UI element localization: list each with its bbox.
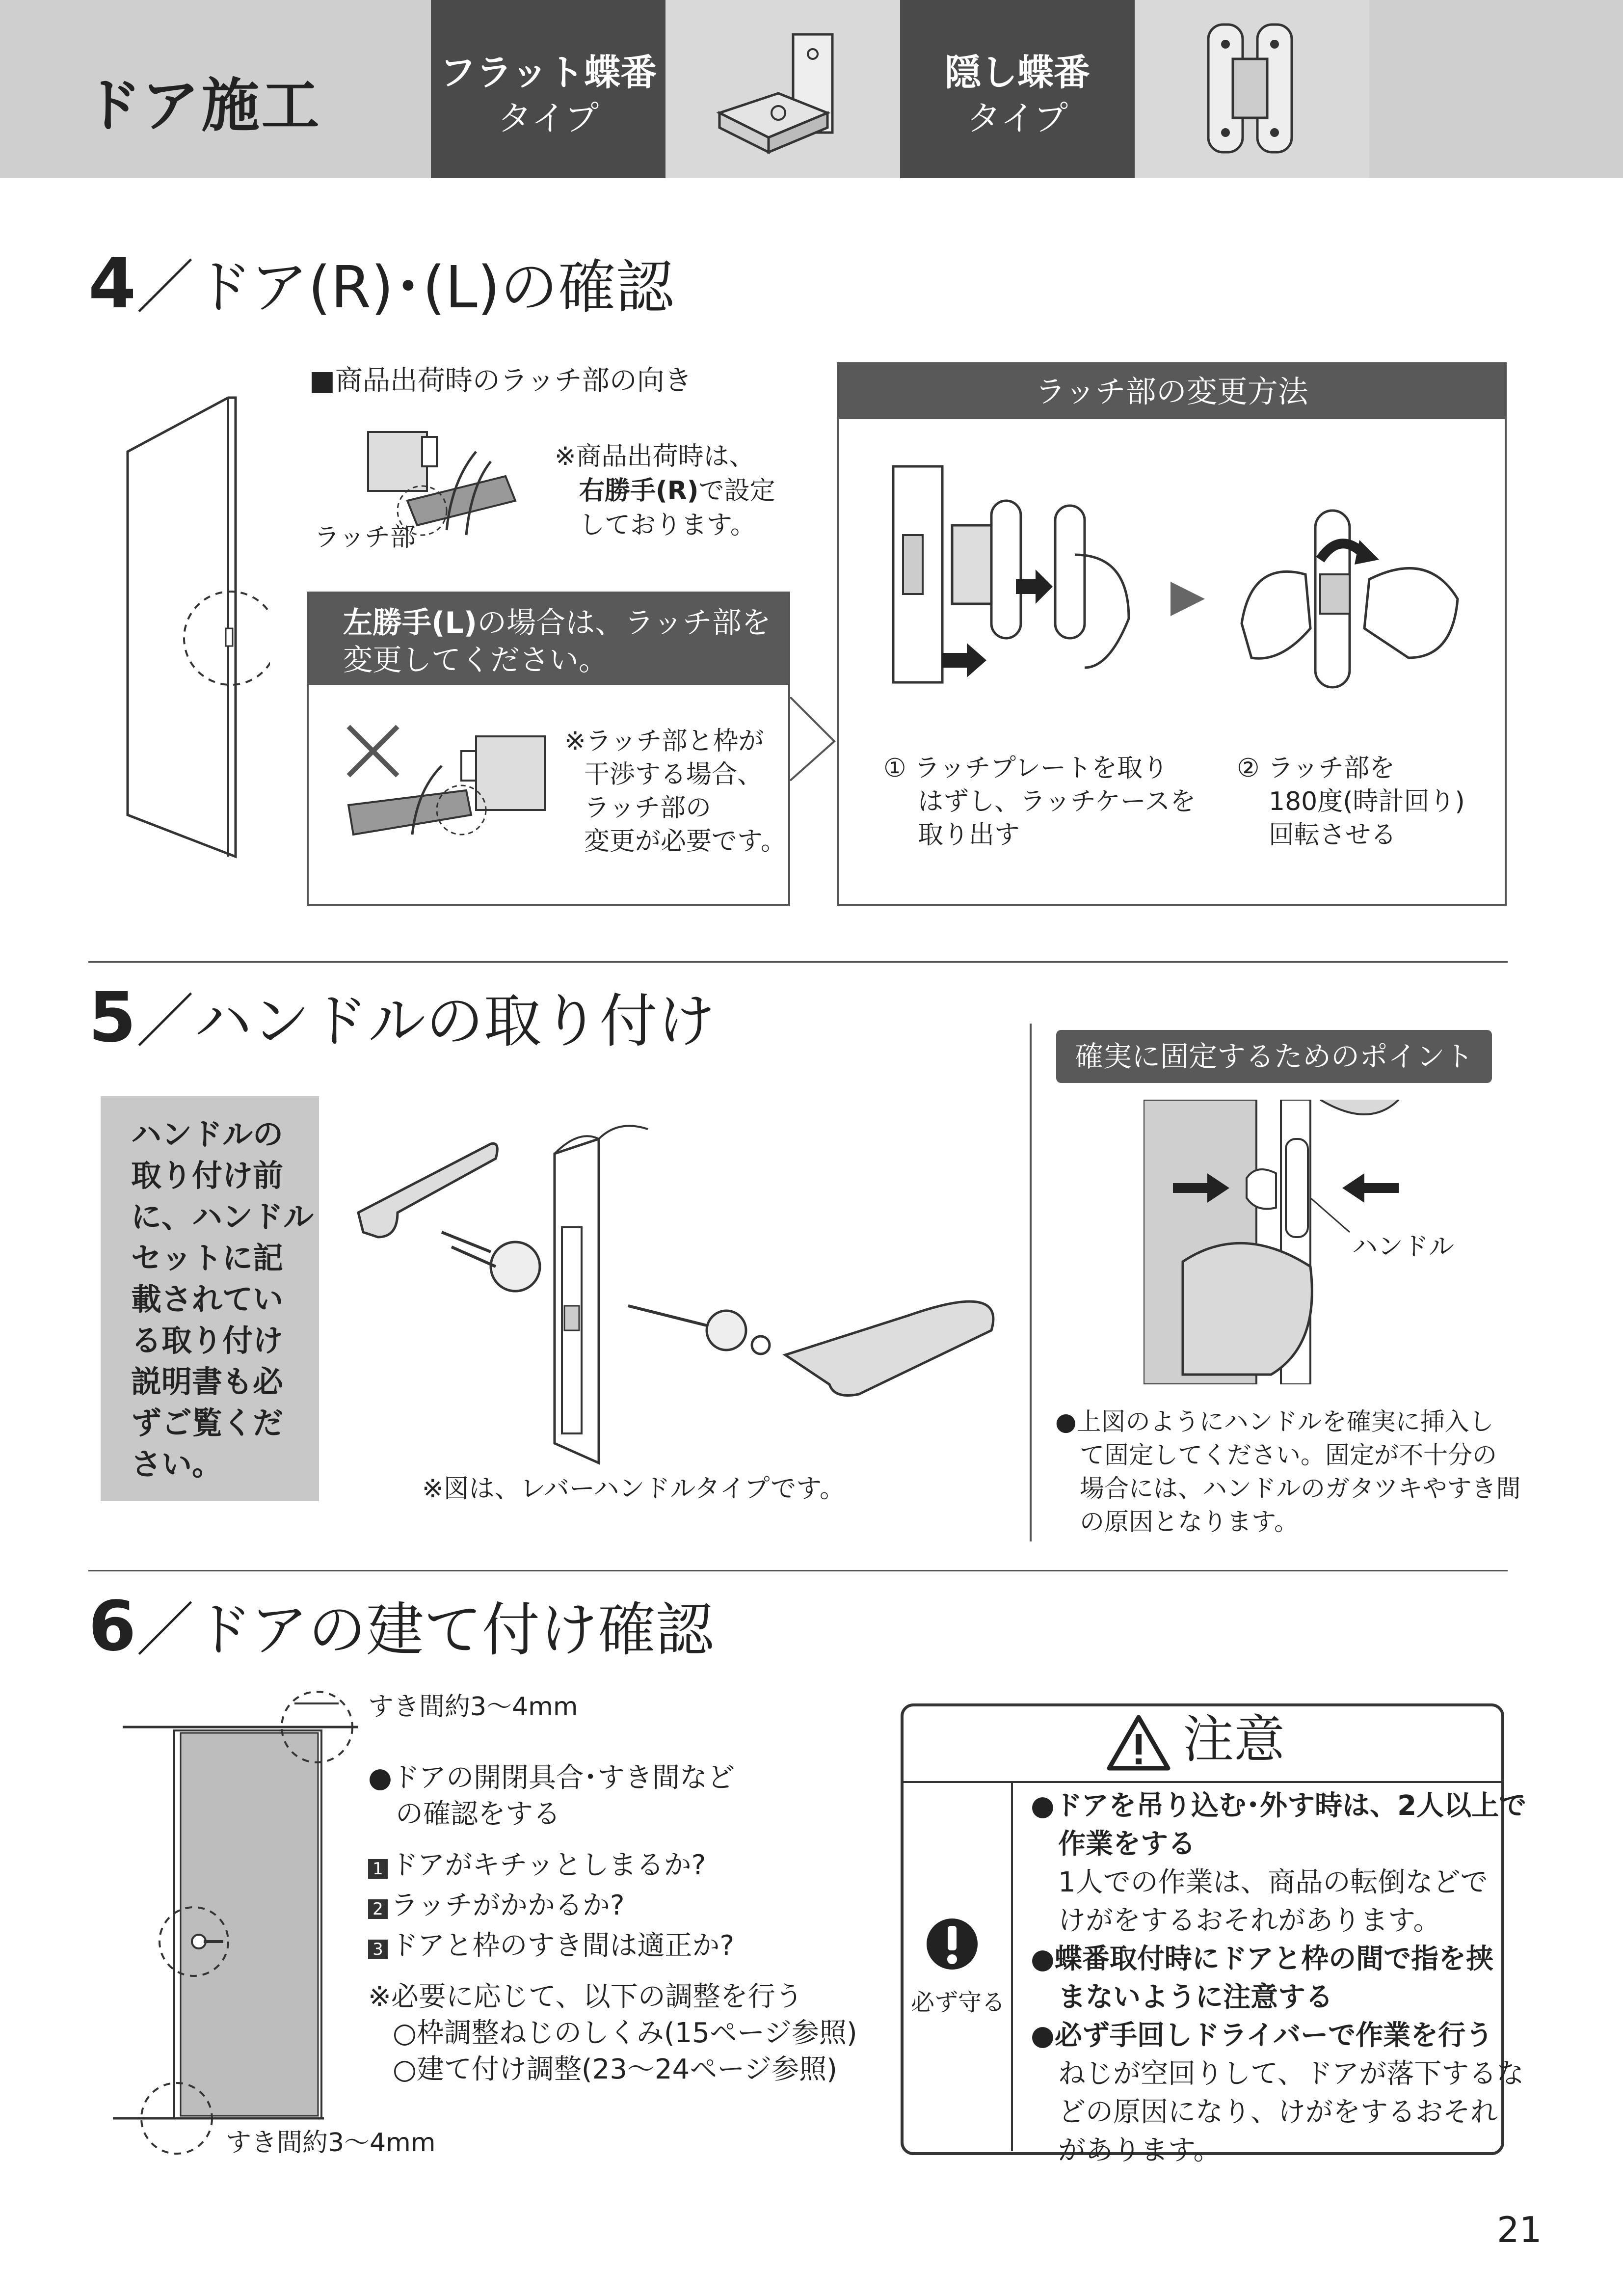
section5-title-text: ／ハンドルの取り付け [136,987,716,1055]
gap-bottom-label: すき間約3～4mm [226,2128,436,2158]
caution-column-divider [1011,1783,1013,2151]
handle-manual-note-line: セットに記 [131,1240,284,1276]
lever-handle-assembly-illustration [344,1119,1011,1483]
handle-manual-note-line: る取り付け [131,1323,284,1358]
step2-line3: 回転させる [1269,820,1397,850]
gap-top-label: すき間約3～4mm [368,1692,578,1722]
step1-line1: ① ラッチプレートを取り [883,754,1169,783]
caution-item1-line3: 1人での作業は、商品の転倒などで [1058,1866,1488,1898]
handle-manual-note-line: に、ハンドル [131,1199,314,1235]
section5-number: 5 [88,978,136,1058]
must-follow-label: 必ず守る [910,1989,1005,2016]
latch-removal-illustration [854,457,1148,702]
fixing-point-line4: の原因となります。 [1080,1508,1299,1536]
left-hand-notice-header [309,594,788,685]
check-item-1-text: ドアがキチッとしまるか? [391,1849,706,1881]
handle-manual-note-box [101,1096,319,1501]
adjust-note-line1: ※必要に応じて、以下の調整を行う [368,1981,803,2013]
handle-manual-note-line: さい。 [131,1446,223,1482]
step1-line3: 取り出す [918,820,1020,850]
section5-title [88,974,715,1058]
shipping-note-line1: ※商品出荷時は、 [555,442,755,471]
warning-triangle-icon [1107,1713,1171,1772]
concealed-hinge-illustration [1135,0,1369,178]
fit-check-line1: ●ドアの開閉具合･すき間など [368,1762,735,1794]
section4-number: 4 [88,244,136,324]
handle-manual-note-line: 説明書も必 [131,1364,284,1400]
left-hand-rest: の場合は、ラッチ部を [477,606,771,640]
handle-manual-note-line: ハンドルの [131,1116,284,1152]
vertical-divider [1030,1024,1032,1541]
section6-title [88,1583,714,1667]
latch-change-title: ラッチ部の変更方法 [839,364,1505,419]
section6-title-text: ／ドアの建て付け確認 [136,1596,714,1664]
tab-concealed-hinge-label1: 隠し蝶番 [945,52,1090,94]
shipping-note-line3: しております。 [579,511,756,540]
check-item-3 [368,1928,857,1964]
caution-item1-line4: けがをするおそれがあります。 [1058,1905,1441,1937]
number-badge-2: 2 [368,1899,388,1919]
caution-item1-line2: 作業をする [1058,1828,1196,1860]
latch-label: ラッチ部 [314,523,416,552]
check-item-2-text: ラッチがかかるか? [391,1890,625,1921]
handle-label: ハンドル [1352,1232,1455,1262]
caution-title: 注意 [1183,1709,1285,1769]
fixing-point-line2: て固定してください。固定が不十分の [1080,1441,1497,1469]
adjust-note-line2[interactable]: ○枠調整ねじのしくみ(15ページ参照) [393,2017,857,2049]
caution-item3-line4: があります。 [1058,2134,1221,2166]
page-number: 21 [1497,2209,1542,2250]
interference-note-line2: 干渉する場合、 [584,760,763,789]
number-badge-3: 3 [368,1940,388,1959]
fit-check-list [368,1760,857,2088]
fixing-point-line1: ●上図のようにハンドルを確実に挿入し [1055,1407,1494,1436]
mandatory-icon [925,1917,979,1971]
caution-divider [904,1781,1501,1783]
latch-rotation-illustration [1222,501,1477,707]
left-hand-notice-line1 [343,604,771,642]
caution-item3-line2: ねじが空回りして、ドアが落下するな [1058,2058,1524,2090]
handle-manual-note [131,1114,314,1485]
shipping-note-rest: で設定 [698,476,775,506]
shipping-note-line2 [579,474,775,508]
number-badge-1: 1 [368,1859,388,1879]
caution-item2-line2: まないように注意する [1058,1981,1333,2013]
check-item-3-text: ドアと枠のすき間は適正か? [391,1930,735,1962]
header-title: ドア施工 [83,72,321,139]
adjust-note-line3[interactable]: ○建て付け調整(23～24ページ参照) [393,2053,837,2085]
tab-concealed-hinge[interactable] [900,0,1135,178]
fit-check-line2: の確認をする [396,1798,560,1830]
tab-flat-hinge-label1: フラット蝶番 [439,52,657,94]
latch-interference-illustration [339,717,555,864]
callout-pointer [785,697,839,795]
section4-title [88,241,674,324]
fixing-point-line3: 場合には、ハンドルのガタツキやすき間 [1080,1474,1521,1503]
figure-caption: ※図は、レバーハンドルタイプです。 [422,1474,846,1504]
interference-note-line1: ※ラッチ部と枠が [564,727,764,756]
caution-item3-line3: どの原因になり、けがをするおそれ [1058,2096,1498,2128]
section-divider [88,1570,1508,1571]
door-gap-illustration [103,1669,378,2180]
check-item-2 [368,1888,857,1924]
tab-concealed-hinge-label2: タイプ [966,98,1068,138]
latch-heading: ■商品出荷時のラッチ部の向き [309,365,692,397]
caution-item1-line1: ●ドアを吊り込む･外す時は、2人以上で [1031,1790,1527,1822]
interference-note-line3: ラッチ部の [584,793,711,823]
door-illustration [123,393,270,864]
tab-flat-hinge-label2: タイプ [497,98,599,138]
left-hand-notice-line2: 変更してください。 [343,643,608,677]
caution-item3-line1: ●必ず手回しドライバーで作業を行う [1031,2020,1493,2052]
tab-flat-hinge[interactable] [431,0,665,178]
fixing-point-title: 確実に固定するためのポイント [1056,1030,1492,1083]
section6-number: 6 [88,1587,136,1667]
check-item-1 [368,1847,857,1884]
handle-manual-note-line: ずご覧くだ [131,1405,284,1441]
flat-hinge-illustration [665,0,900,178]
shipping-note-bold: 右勝手(R) [579,476,699,506]
step1-line2: はずし、ラッチケースを [918,787,1196,816]
next-step-arrow-icon [1168,579,1207,619]
caution-items [1031,1787,1526,2170]
section-divider [88,961,1508,963]
caution-item2-line1: ●蝶番取付時にドアと枠の間で指を挟 [1031,1943,1494,1975]
section4-title-text: ／ドア(R)･(L)の確認 [136,253,674,321]
handle-manual-note-line: 取り付け前 [131,1158,284,1193]
step2-line1: ② ラッチ部を [1237,754,1395,783]
interference-note-line4: 変更が必要です。 [584,827,786,856]
fixing-point-note [1055,1405,1521,1539]
step2-line2: 180度(時計回り) [1269,787,1465,816]
left-hand-bold: 左勝手(L) [343,606,478,640]
handle-manual-note-line: 載されてい [131,1281,284,1317]
